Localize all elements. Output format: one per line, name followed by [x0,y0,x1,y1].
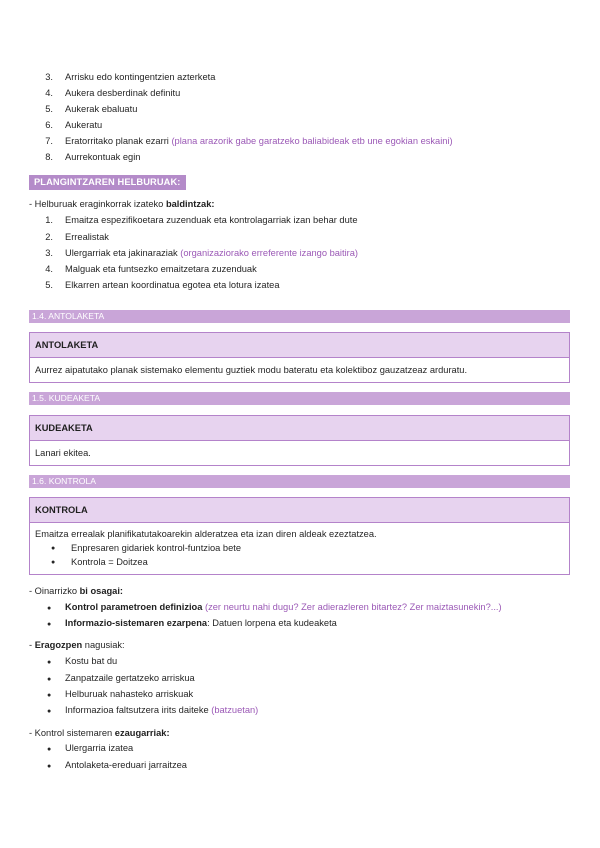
list-item: Kontrol parametroen definizioa (zer neurtu nahi dugu? Zer adierazleren bitartez? Zer maiztasunekin?...) [65,602,502,612]
section-bar-antolaketa: 1.4. ANTOLAKETA [29,310,570,323]
bullet-icon: ● [51,559,56,566]
definition-box-kontrola [29,497,570,575]
definition-box-antolaketa [29,332,570,383]
definition-box-kudeaketa [29,415,570,466]
features-intro: - Kontrol sistemaren ezaugarriak: [29,728,170,738]
objectives-intro: - Helburuak eraginkorrak izateko baldintzak: [29,199,215,209]
list-item: Informazio-sistemaren ezarpena: Datuen lorpena eta kudeaketa [65,618,337,628]
list-item: Ulergarria izatea [65,743,134,753]
bullet-icon: ● [47,708,52,715]
bullet-icon: ● [47,763,52,770]
box-title: KONTROLA [30,498,569,523]
bullet-icon: ● [47,605,52,612]
box-text: Aurrez aipatutako planak sistemako elementu guztiek modu bateratu eta kolektiboz gauzatzeaz arduratu. [35,365,468,375]
list-item: Enpresaren gidariek kontrol-funtzioa bete [71,543,242,553]
list-item: Zanpatzaile gertatzeko arriskua [65,673,195,683]
list-item: Helburuak nahasteko arriskuak [65,689,194,699]
list-item: Kontrola = Doitzea [71,557,148,567]
objectives-tag: PLANGINTZAREN HELBURUAK: [29,175,186,190]
bullet-icon: ● [47,659,52,666]
document-page: 3. Arrisku edo kontingentzien azterketa 4. Aukera desberdinak definitu 5. Aukerak ebaluatu 6. Aukeratu 7. Eratorritako planak ezarri (plana arazorik gabe garatzeko baliabideak etb une egokian eskaini) 8. Aurrekontuak egin PLANGINTZAREN HELBURUAK: - Helburuak eraginkorrak izateko baldintzak: 1. Emaitza espezifikoetara zuzenduak eta kontrolagarriak izan behar dute 2. Errealistak 3. Ulergarriak eta jakinaraziak (organizaziorako erreferente izango baitira) 4. Malguak eta funtsezko emaitzetara zuzenduak 5. Elkarren artean koordinatua egotea eta lotura izatea 1.4. ANTOLAKETA ANTOLAKETA Aurrez aipatutako planak sistemako elementu guztiek modu bateratu eta kolektiboz gauzatzeaz arduratu. 1.5. KUDEAKETA KUDEAKETA Lanari ekitea. 1.6. KONTROLA KONTROLA Emaitza errealak planifikatutakoarekin alderatzea eta izan diren aldeak ezeztatzea. ● Enpresaren gidariek kontrol-funtzioa bete ● Kontrola = Doitzea - Oinarrizko bi osagai: ● Kontrol parametroen definizioa (zer neurtu nahi dugu? Zer adierazleren bitartez? Zer maiztasunekin?...) ● Informazio-sistemaren ezarpena: Datuen lorpena eta kudeaketa - Eragozpen nagusiak: ● Kostu bat du ● Zanpatzaile gertatzeko arriskua ● Helburuak nahasteko arriskuak ● Informazioa faltsutzera irits daiteke (batzuetan) - Kontrol sistemaren ezaugarriak: ● Ulergarria izatea ● Antolaketa-ereduari jarraitzea [0,0,600,848]
box-title: ANTOLAKETA [30,333,569,358]
box-title: KUDEAKETA [30,416,569,441]
bullet-icon: ● [47,621,52,628]
components-intro: - Oinarrizko bi osagai: [29,586,124,596]
section-bar-kudeaketa: 1.5. KUDEAKETA [29,392,570,405]
box-text: Emaitza errealak planifikatutakoarekin alderatzea eta izan diren aldeak ezeztatzea. [35,529,377,539]
bullet-icon: ● [47,692,52,699]
list-item: Informazioa faltsutzera irits daiteke (batzuetan) [65,705,259,715]
obstacles-intro: - Eragozpen nagusiak: [29,640,125,650]
list-item: Kostu bat du [65,656,118,666]
box-text: Lanari ekitea. [35,448,91,458]
list-item: Antolaketa-ereduari jarraitzea [65,760,187,770]
bullet-icon: ● [51,545,56,552]
section-bar-kontrola: 1.6. KONTROLA [29,475,570,488]
bullet-icon: ● [47,746,52,753]
bullet-icon: ● [47,676,52,683]
